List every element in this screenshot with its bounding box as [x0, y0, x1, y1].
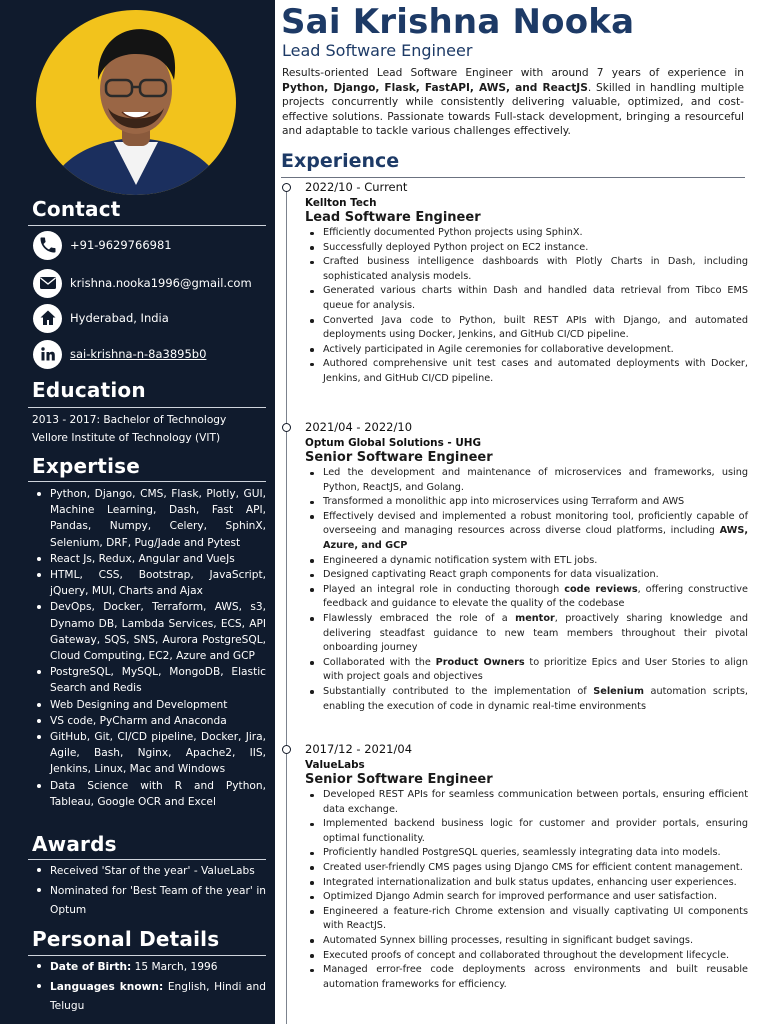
- contact-location: [33, 303, 169, 333]
- expertise-item: Python, Django, CMS, Flask, Plotly, GUI, Machine Learning, Dash, Fast API, Pandas, Numpy, Celery, SphinX, Selenium, DRF, Pug/Jade and Pytest: [32, 486, 266, 551]
- job-bullet: Efficiently documented Python projects using SphinX.: [305, 226, 748, 241]
- contact-phone: [33, 230, 172, 260]
- expertise-item: Data Science with R and Python, Tableau, Google OCR and Excel: [32, 778, 266, 810]
- job-bullet: Authored comprehensive unit test cases and automated deployments with Docker, Jenkins, and GitHub CI/CD pipeline.: [305, 357, 748, 386]
- experience-divider: [281, 177, 745, 178]
- education-degree: 2013 - 2017: Bachelor of Technology: [32, 414, 227, 426]
- expertise-heading: Expertise: [32, 454, 140, 478]
- expertise-item: HTML, CSS, Bootstrap, JavaScript, jQuery, MUI, Charts and Ajax: [32, 567, 266, 599]
- expertise-item: DevOps, Docker, Terraform, AWS, s3, Dynamo DB, Lambda Services, ECS, API Gateway, SQS, SNS, Aurora PostgreSQL, Cloud Computing, EC2, Azure and GCP: [32, 599, 266, 664]
- job-optum: [305, 420, 748, 714]
- job-bullet: Collaborated with the Product Owners to prioritize Epics and User Stories to align with project goals and objectives: [305, 656, 748, 685]
- job-company: Optum Global Solutions - UHG: [305, 437, 481, 449]
- job-dates: 2021/04 - 2022/10: [305, 420, 413, 434]
- location-text: Hyderabad, India: [70, 311, 169, 325]
- email-icon: [33, 269, 62, 298]
- job-bullet: Engineered a feature-rich Chrome extension and visually captivating UI components with ReactJS.: [305, 905, 748, 934]
- job-bullet: Transformed a monolithic app into microservices using Terraform and AWS: [305, 495, 748, 510]
- job-bullet: Automated Synnex billing processes, resulting in significant budget savings.: [305, 934, 748, 949]
- job-bullet: Optimized Django Admin search for improved performance and user satisfaction.: [305, 890, 748, 905]
- linkedin-link[interactable]: sai-krishna-n-8a3895b0: [70, 347, 207, 361]
- job-bullet: Flawlessly embraced the role of a mentor, proactively sharing knowledge and delivering steadfast guidance to new team members throughout their pivotal onboarding journey: [305, 612, 748, 656]
- contact-email: [33, 268, 252, 298]
- education-divider: [28, 407, 266, 408]
- job-bullet: Engineered a dynamic notification system with ETL jobs.: [305, 554, 748, 569]
- job-title: Senior Software Engineer: [305, 450, 493, 465]
- dob-label: Date of Birth:: [50, 961, 132, 973]
- experience-timeline: [286, 186, 287, 1024]
- contact-heading: Contact: [32, 197, 121, 221]
- award-item: Nominated for 'Best Team of the year' in Optum: [32, 882, 266, 921]
- timeline-dot: [282, 745, 291, 754]
- candidate-role: Lead Software Engineer: [282, 41, 473, 60]
- personal-item-languages: [32, 978, 266, 1017]
- sidebar: [0, 0, 275, 1024]
- job-dates: 2022/10 - Current: [305, 180, 408, 194]
- languages-value: English, Hindi and Telugu: [50, 980, 266, 1012]
- expertise-list: [32, 486, 266, 810]
- job-bullet: Developed REST APIs for seamless communication between portals, ensuring efficient data exchange.: [305, 788, 748, 817]
- job-bullet: Implemented backend business logic for customer and provider portals, ensuring optimal functionality.: [305, 817, 748, 846]
- job-bullets: [305, 466, 748, 714]
- job-bullets: [305, 788, 748, 992]
- phone-number[interactable]: +91-9629766981: [70, 238, 172, 252]
- job-bullet: Led the development and maintenance of microservices and frameworks, using Python, ReactJS, and Golang.: [305, 466, 748, 495]
- awards-heading: Awards: [32, 832, 117, 856]
- job-company: ValueLabs: [305, 759, 365, 771]
- profile-summary: Results-oriented Lead Software Engineer with around 7 years of experience in Python, Django, Flask, FastAPI, AWS, and ReactJS. Skilled in handling multiple projects concurrently while consistently delivering valuable, optimized, and cost-effective solutions. Passionate towards Full-stack development, bringing a resourceful and adaptable to tackle various challenges effectively.: [282, 67, 744, 138]
- dob-value: 15 March, 1996: [131, 961, 218, 973]
- expertise-item: PostgreSQL, MySQL, MongoDB, Elastic Search and Redis: [32, 664, 266, 696]
- job-bullet: Converted Java code to Python, built REST APIs with Django, and automated deployments using Docker, Jenkins, and GitHub CI/CD pipeline.: [305, 314, 748, 343]
- expertise-item: VS code, PyCharm and Anaconda: [32, 713, 266, 729]
- job-bullet: Crafted business intelligence dashboards with Plotly Charts in Dash, including sophisticated analysis models.: [305, 255, 748, 284]
- contact-linkedin: [33, 339, 206, 369]
- languages-label: Languages known:: [50, 980, 164, 993]
- personal-item-dob: [32, 958, 266, 978]
- job-bullet: Created user-friendly CMS pages using Django CMS for efficient content management.: [305, 861, 748, 876]
- timeline-dot: [282, 183, 291, 192]
- expertise-divider: [28, 481, 266, 482]
- profile-photo: [36, 10, 236, 195]
- expertise-item: Web Designing and Development: [32, 697, 266, 713]
- job-title: Senior Software Engineer: [305, 772, 493, 787]
- award-item: Received 'Star of the year' - ValueLabs: [32, 862, 266, 882]
- personal-heading: Personal Details: [32, 927, 220, 951]
- job-bullet: Generated various charts within Dash and handled data retrieval from Tibco EMS queue for analysis.: [305, 284, 748, 313]
- job-bullet: Successfully deployed Python project on EC2 instance.: [305, 241, 748, 256]
- candidate-name: Sai Krishna Nooka: [281, 2, 635, 42]
- job-dates: 2017/12 - 2021/04: [305, 742, 413, 756]
- job-bullet: Actively participated in Agile ceremonies for collaborative development.: [305, 343, 748, 358]
- job-bullet: Effectively devised and implemented a robust monitoring tool, proficiently capable of overseeing and managing resources across diverse cloud platforms, including AWS, Azure, and GCP: [305, 510, 748, 554]
- timeline-dot: [282, 423, 291, 432]
- job-company: Kellton Tech: [305, 197, 377, 209]
- job-kellton: [305, 180, 748, 387]
- main-content: [275, 0, 768, 1024]
- experience-heading: Experience: [281, 150, 400, 172]
- job-valuelabs: [305, 742, 748, 992]
- job-title: Lead Software Engineer: [305, 210, 481, 225]
- personal-divider: [28, 955, 266, 956]
- linkedin-icon: [33, 340, 62, 369]
- job-bullet: Played an integral role in conducting thorough code reviews, offering constructive feedback and guidance to elevate the quality of the codebase: [305, 583, 748, 612]
- job-bullet: Designed captivating React graph components for data visualization.: [305, 568, 748, 583]
- job-bullet: Substantially contributed to the implementation of Selenium automation scripts, enabling the execution of code in dynamic real-time environments: [305, 685, 748, 714]
- job-bullet: Integrated internationalization and bulk status updates, enhancing user experiences.: [305, 876, 748, 891]
- personal-list: [32, 958, 266, 1017]
- job-bullets: [305, 226, 748, 387]
- phone-icon: [33, 231, 62, 260]
- education-heading: Education: [32, 378, 146, 402]
- home-icon: [33, 304, 62, 333]
- expertise-item: React Js, Redux, Angular and VueJs: [32, 551, 266, 567]
- job-bullet: Managed error-free code deployments across environments and built reusable automation frameworks for efficiency.: [305, 963, 748, 992]
- awards-divider: [28, 859, 266, 860]
- email-address[interactable]: krishna.nooka1996@gmail.com: [70, 276, 252, 290]
- awards-list: [32, 862, 266, 921]
- expertise-item: GitHub, Git, CI/CD pipeline, Docker, Jira, Agile, Bash, Nginx, Apache2, IIS, Jenkins, Linux, Mac and Windows: [32, 729, 266, 778]
- job-bullet: Proficiently handled PostgreSQL queries, seamlessly integrating data into models.: [305, 846, 748, 861]
- contact-divider: [28, 225, 266, 226]
- job-bullet: Executed proofs of concept and collaborated throughout the development lifecycle.: [305, 949, 748, 964]
- education-institute: Vellore Institute of Technology (VIT): [32, 432, 221, 444]
